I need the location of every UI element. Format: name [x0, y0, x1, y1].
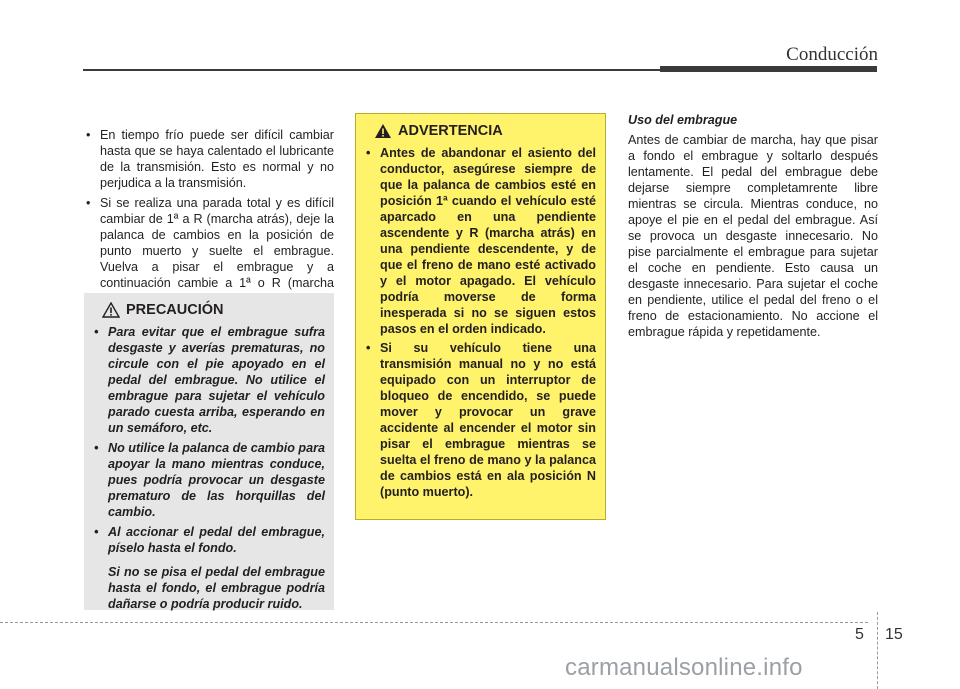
- warning-list: [364, 145, 596, 500]
- caution-triangle-outline-icon: [102, 302, 120, 318]
- warning-header: [374, 123, 596, 139]
- section-number: 5: [855, 626, 864, 643]
- list-item: • Al accionar el pedal del embrague, píselo hasta el fondo.: [92, 524, 325, 556]
- warning-box: [355, 113, 606, 520]
- clutch-usage-section: [628, 112, 878, 340]
- warning-title: ADVERTENCIA: [398, 123, 503, 139]
- list-item: • Antes de abandonar el asiento del conductor, asegúrese siempre de que la palanca de cambios esté en posición 1ª cuando el vehículo esté aparcado en una pendiente ascendente y R (marcha atrás) en una pendiente descendente, y de que el freno de mano esté activado y el motor apagado. El vehículo podría moverse de forma inesperada si no se siguen estos pasos en el orden indicado.: [364, 145, 596, 337]
- header-rule-thick: [660, 66, 877, 72]
- warning-triangle-filled-icon: [374, 123, 392, 139]
- list-item: • Si se realiza una parada total y es difícil cambiar de 1ª a R (marcha atrás), deje la palanca de cambios en la posición de punto muerto y suelte el embrague. Vuelva a pisar el embrague y a continuación cambie a 1ª o R (marcha: [84, 195, 334, 307]
- clutch-subtitle: Uso del embrague: [628, 113, 738, 127]
- caution-header: [102, 302, 325, 318]
- list-item: • Para evitar que el embrague sufra desgaste y averías prematuras, no circule con el pie apoyado en el pedal del embrague. No utilice el embrague para sujetar el vehículo parado cuesta arriba, esperando en un semáforo, etc.: [92, 324, 325, 436]
- watermark: carmanualsonline.info: [565, 654, 803, 681]
- section-title: Conducción: [786, 44, 878, 65]
- footer-dashed-rule: [0, 622, 868, 623]
- list-item: • En tiempo frío puede ser difícil cambiar hasta que se haya calentado el lubricante de la transmisión. Esto es normal y no perjudica a la transmisión.: [84, 127, 334, 191]
- caution-continuation: Si no se pisa el pedal del embrague hasta el fondo, el embrague podría dañarse o podría producir ruido.: [108, 565, 325, 611]
- footer-dashed-divider: [877, 612, 878, 689]
- clutch-body: Antes de cambiar de marcha, hay que pisar a fondo el embrague y soltarlo después lentamente. El pedal del embrague debe dejarse siempre completamrente libre mientras se circula. Mientras conduce, no apoye el pie en el pedal del embrague. Así se provoca un desgaste innecesario. No pise parcialmente el embrague para sujetar el coche en pendiente. Esto causa un desgaste innecesario. Para sujetar el coche en pendiente, utilice el pedal del freno o el freno de estacionamiento. No accione el embrague rápida y repetidamente.: [628, 133, 878, 339]
- header-rule-thin: [83, 69, 660, 71]
- page-number: 15: [885, 626, 903, 643]
- caution-box: [84, 293, 334, 610]
- list-item: • No utilice la palanca de cambio para apoyar la mano mientras conduce, pues podría provocar un desgaste prematuro de las horquillas del cambio.: [92, 440, 325, 520]
- caution-list: [92, 324, 325, 612]
- caution-title: PRECAUCIÓN: [126, 302, 224, 318]
- left-bullet-list: [84, 127, 334, 311]
- list-item: • Si su vehículo tiene una transmisión manual no y no está equipado con un interruptor de bloqueo de encendido, se puede mover y provocar un grave accidente al encender el motor sin pisar el embrague mientras se suelta el freno de mano y la palanca de cambios está en ala posición N (punto muerto).: [364, 340, 596, 500]
